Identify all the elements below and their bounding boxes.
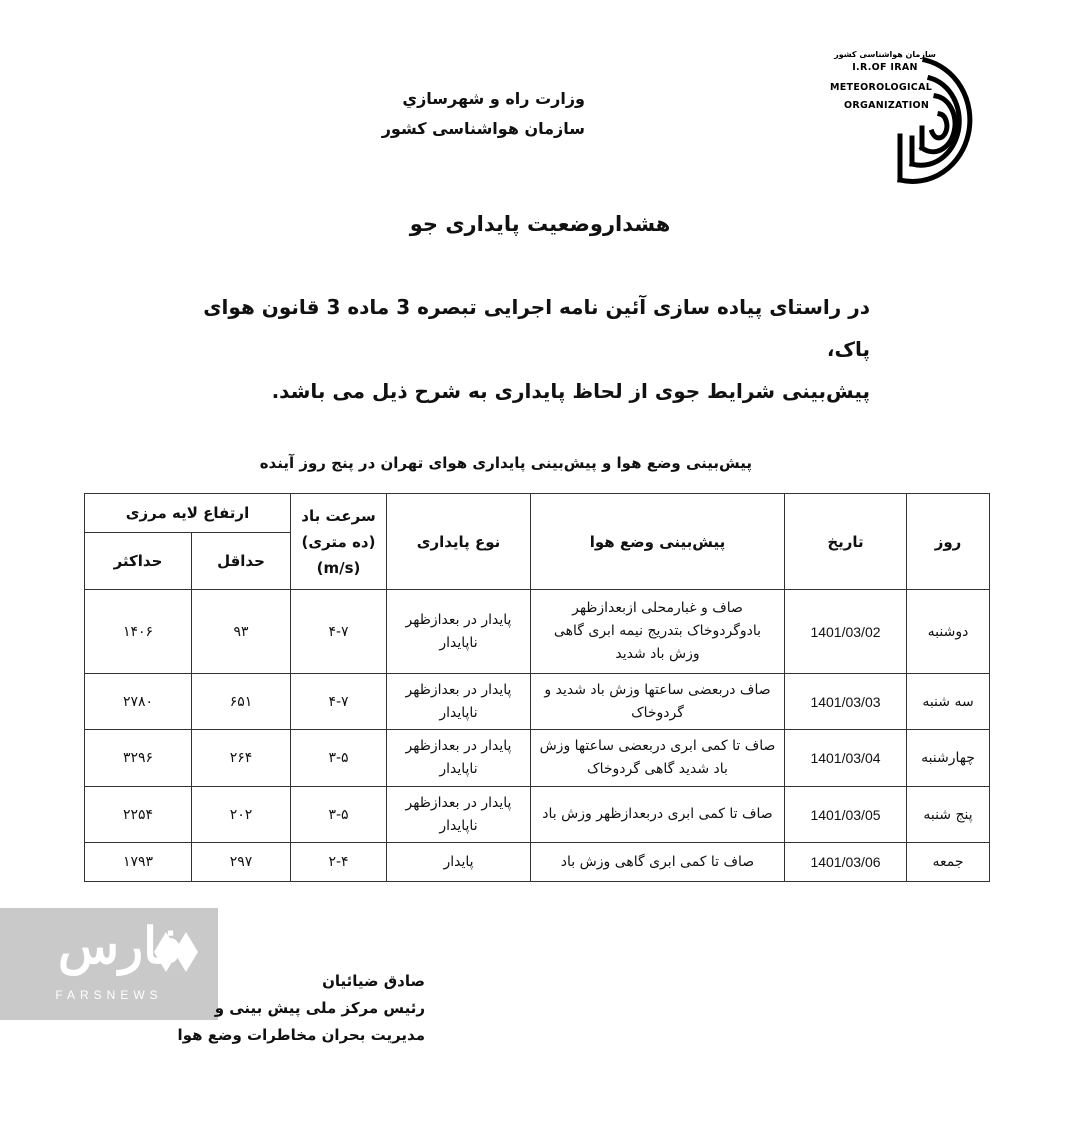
logo-text-line3: ORGANIZATION (844, 100, 930, 111)
header-day: روز (907, 494, 990, 590)
cell-wind: ۳-۵ (291, 730, 387, 787)
header-boundary-layer: ارتفاع لایه مرزی (85, 494, 291, 533)
logo-persian-text: سازمان هواشناسی کشور (834, 50, 936, 59)
cell-day: چهارشنبه (907, 730, 990, 787)
cell-day: سه شنبه (907, 674, 990, 730)
organization-name: سازمان هواشناسی کشور (381, 119, 585, 138)
cell-stability: پایدار در بعدازظهر ناپایدار (387, 787, 531, 843)
intro-line-1: در راستای پیاده سازی آئین نامه اجرایی تبصره 3 ماده 3 قانون هوای پاک، (203, 295, 870, 361)
header-date: تاریخ (785, 494, 907, 590)
table-row (85, 843, 990, 882)
signature-block (178, 968, 425, 1049)
signatory-name: صادق ضیائیان (322, 972, 425, 990)
header-min: حداقل (192, 533, 291, 590)
cell-date: 1401/03/02 (785, 590, 907, 674)
ministry-name: وزارت راه و شهرسازي (402, 89, 585, 108)
cell-date: 1401/03/06 (785, 843, 907, 882)
cell-date: 1401/03/04 (785, 730, 907, 787)
cell-day: جمعه (907, 843, 990, 882)
logo-text-line1: I.R.OF IRAN (852, 62, 918, 73)
cell-stability: پایدار در بعدازظهر ناپایدار (387, 730, 531, 787)
cell-stability: پایدار در بعدازظهر ناپایدار (387, 674, 531, 730)
table-row (85, 730, 990, 787)
cell-day: دوشنبه (907, 590, 990, 674)
signatory-title-line-2: مدیریت بحران مخاطرات وضع هوا (177, 1026, 425, 1044)
cell-day: پنج شنبه (907, 787, 990, 843)
cell-max: ۲۲۵۴ (85, 787, 192, 843)
intro-paragraph (170, 286, 870, 412)
cell-max: ۱۴۰۶ (85, 590, 192, 674)
intro-line-2: پیش‌بینی شرایط جوی از لحاظ پایداری به شرح ذیل می باشد. (271, 379, 870, 403)
cell-max: ۳۲۹۶ (85, 730, 192, 787)
page-title: هشداروضعیت پایداری جو (409, 212, 671, 236)
cell-weather: صاف تا کمی ابری دربعضی ساعتها وزش باد شدید گاهی گردوخاک (531, 730, 785, 787)
watermark-name: فارس (58, 916, 183, 975)
signatory-title-line-1: رئیس مرکز ملی پیش بینی و (214, 999, 425, 1017)
cell-weather: صاف تا کمی ابری دربعدازظهر وزش باد (531, 787, 785, 843)
cell-min: ۲۹۷ (192, 843, 291, 882)
cell-min: ۲۰۲ (192, 787, 291, 843)
header-weather: پیش‌بینی وضع هوا (531, 494, 785, 590)
watermark-latin: FARSNEWS (55, 988, 163, 1002)
cell-weather: صاف دربعضی ساعتها وزش باد شدید و گردوخاک (531, 674, 785, 730)
table-row (85, 787, 990, 843)
table-row (85, 674, 990, 730)
cell-weather: صاف تا کمی ابری گاهی وزش باد (531, 843, 785, 882)
header-max: حداکثر (85, 533, 192, 590)
spiral-logo-icon (830, 48, 990, 188)
cell-min: ۹۳ (192, 590, 291, 674)
meteorological-organization-logo (830, 48, 990, 188)
cell-stability: پایدار در بعدازظهر ناپایدار (387, 590, 531, 674)
cell-wind: ۴-۷ (291, 674, 387, 730)
cell-max: ۱۷۹۳ (85, 843, 192, 882)
cell-wind: ۲-۴ (291, 843, 387, 882)
cell-max: ۲۷۸۰ (85, 674, 192, 730)
header-wind-speed: سرعت باد (ده متری) (m/s) (291, 494, 387, 590)
logo-text-line2: METEOROLOGICAL (830, 82, 933, 93)
cell-wind: ۳-۵ (291, 787, 387, 843)
cell-date: 1401/03/05 (785, 787, 907, 843)
cell-stability: پایدار (387, 843, 531, 882)
table-caption: پیش‌بینی وضع هوا و پیش‌بینی پایداری هوای تهران در پنج روز آینده (259, 454, 752, 472)
cell-date: 1401/03/03 (785, 674, 907, 730)
forecast-table (84, 493, 990, 882)
cell-wind: ۴-۷ (291, 590, 387, 674)
table-row (85, 590, 990, 674)
header-stability: نوع پایداری (387, 494, 531, 590)
letterhead (382, 84, 585, 144)
cell-weather: صاف و غبارمحلی ازبعدازظهر بادوگردوخاک بتدریج نیمه ابری گاهی وزش باد شدید (531, 590, 785, 674)
cell-min: ۶۵۱ (192, 674, 291, 730)
cell-min: ۲۶۴ (192, 730, 291, 787)
